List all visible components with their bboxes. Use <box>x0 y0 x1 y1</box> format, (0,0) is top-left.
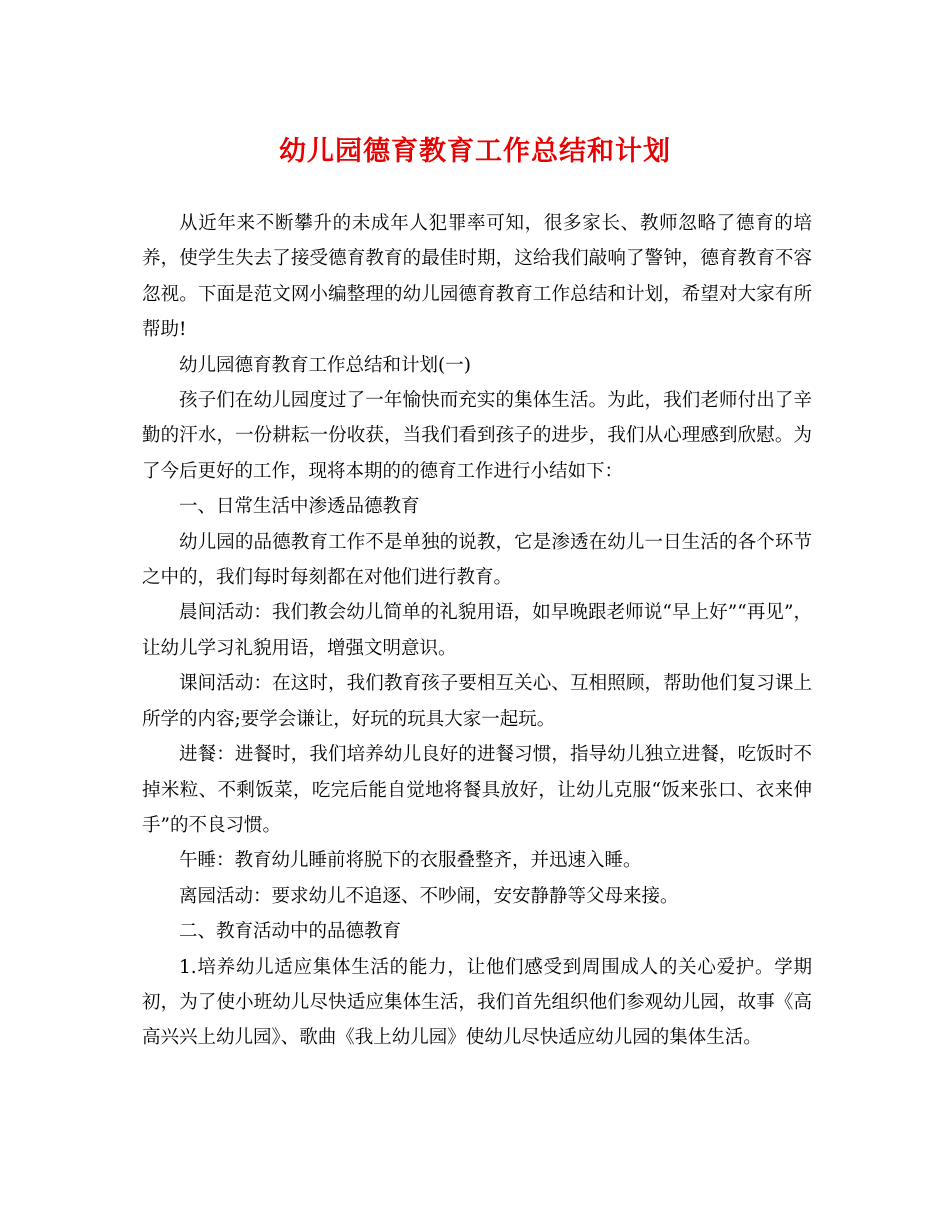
summary-paragraph: 孩子们在幼儿园度过了一年愉快而充实的集体生活。为此，我们老师付出了辛勤的汗水，一份耕耘一份收获，当我们看到孩子的进步，我们从心理感到欣慰。为了今后更好的工作，现将本期的的德育工作进行小结如下： <box>142 390 812 482</box>
break-activity-paragraph: 课间活动：在这时，我们教育孩子要相互关心、互相照顾，帮助他们复习课上所学的内容;要学会谦让，好玩的玩具大家一起玩。 <box>142 673 812 730</box>
departure-paragraph: 离园活动：要求幼儿不追逐、不吵闹，安安静静等父母来接。 <box>179 885 679 907</box>
meal-paragraph: 进餐：进餐时，我们培养幼儿良好的进餐习惯，指导幼儿独立进餐，吃饭时不掉米粒、不剩饭菜，吃完后能自觉地将餐具放好，让幼儿克服“饭来张口、衣来伸手”的不良习惯。 <box>142 744 812 836</box>
nap-paragraph: 午睡：教育幼儿睡前将脱下的衣服叠整齐，并迅速入睡。 <box>179 850 642 872</box>
moral-education-paragraph: 幼儿园的品德教育工作不是单独的说教，它是渗透在幼儿一日生活的各个环节之中的，我们每时每刻都在对他们进行教育。 <box>142 531 812 589</box>
morning-activity-paragraph: 晨间活动：我们教会幼儿简单的礼貌用语，如早晚跟老师说“早上好”“再见”，让幼儿学习礼貌用语，增强文明意识。 <box>142 602 812 659</box>
section-heading-education-activities: 二、教育活动中的品德教育 <box>179 921 402 943</box>
intro-paragraph: 从近年来不断攀升的未成年人犯罪率可知，很多家长、教师忽略了德育的培养，使学生失去了接受德育教育的最佳时期，这给我们敲响了警钟，德育教育不容忽视。下面是范文网小编整理的幼儿园德育教育工作总结和计划，希望对大家有所帮助! <box>142 213 812 341</box>
document-body <box>142 206 812 1056</box>
document-title: 幼儿园德育教育工作总结和计划 <box>279 136 671 167</box>
section-heading-part-one: 幼儿园德育教育工作总结和计划(一) <box>179 354 471 376</box>
section-heading-daily-life: 一、日常生活中渗透品德教育 <box>179 496 420 518</box>
collective-life-paragraph: 1.培养幼儿适应集体生活的能力，让他们感受到周围成人的关心爱护。学期初，为了使小班幼儿尽快适应集体生活，我们首先组织他们参观幼儿园，故事《高高兴兴上幼儿园》、歌曲《我上幼儿园》使幼儿尽快适应幼儿园的集体生活。 <box>142 956 812 1049</box>
